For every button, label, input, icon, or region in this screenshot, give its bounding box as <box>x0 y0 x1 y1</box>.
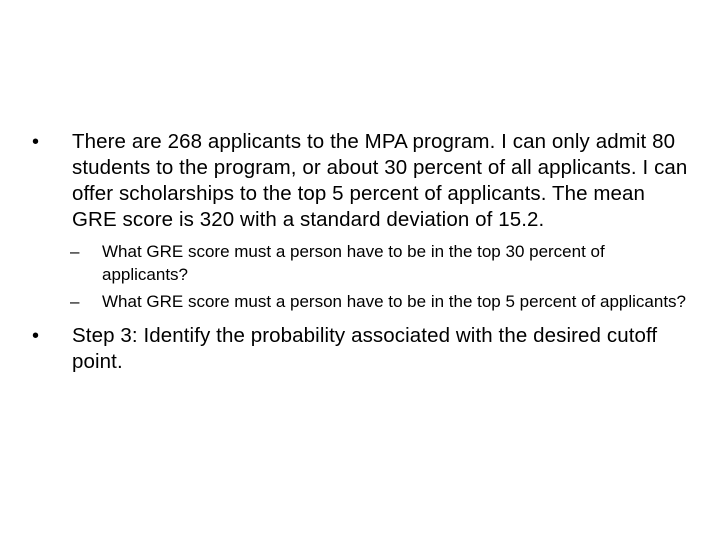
dash-marker: – <box>70 292 80 311</box>
bullet-text: There are 268 applicants to the MPA program. I can only admit 80 students to the program, or about 30 percent of all applicants. I can offer scholarships to the top 5 percent of applicants. The mean GRE score is 320 with a standard deviation of 15.2. <box>72 130 688 231</box>
bullet-item-step-3 <box>30 323 690 375</box>
sub-bullet-list <box>30 240 690 313</box>
sub-bullet-item-top-30 <box>30 240 690 286</box>
bullet-marker: • <box>32 131 40 153</box>
sub-bullet-item-top-5 <box>30 290 690 313</box>
sub-bullet-text: What GRE score must a person have to be in the top 30 percent of applicants? <box>102 242 605 284</box>
slide-body <box>30 129 690 375</box>
dash-marker: – <box>70 242 80 261</box>
bullet-marker: • <box>32 325 40 347</box>
sub-bullet-text: What GRE score must a person have to be in the top 5 percent of applicants? <box>102 292 686 311</box>
bullet-item-problem-statement <box>30 129 690 233</box>
bullet-text: Step 3: Identify the probability associated with the desired cutoff point. <box>72 324 658 373</box>
